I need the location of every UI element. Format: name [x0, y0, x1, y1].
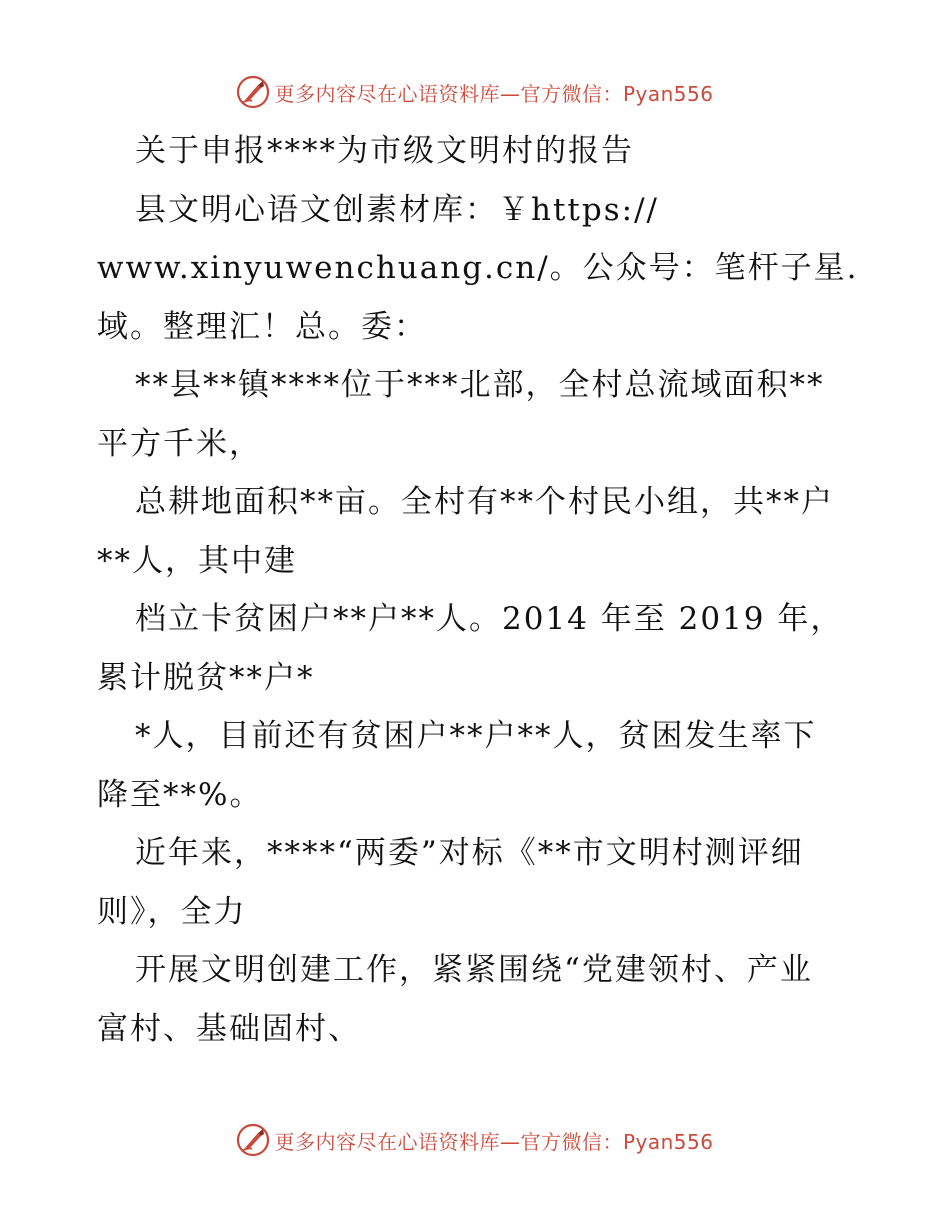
text-line: 累计脱贫**户* — [97, 659, 315, 696]
footer-banner — [0, 1120, 950, 1160]
text-line: 平方千米， — [97, 425, 262, 462]
text-line: *人，目前还有贫困户**户**人，贫困发生率下 — [135, 718, 817, 754]
text-line: 开展文明创建工作，紧紧围绕“党建领村、产业 — [135, 952, 813, 988]
document-body — [97, 122, 857, 1058]
footer-banner-text: 更多内容尽在心语资料库—官方微信：Pyan556 — [274, 1129, 714, 1154]
header-banner — [0, 72, 950, 112]
text-line: 总耕地面积**亩。全村有**个村民小组，共**户 — [135, 484, 834, 520]
header-banner-text: 更多内容尽在心语资料库—官方微信：Pyan556 — [274, 81, 714, 106]
text-line: 县文明心语文创素材库：￥https:// — [135, 191, 659, 228]
text-line: 域。整理汇！总。委： — [97, 308, 427, 345]
text-line: 档立卡贫困户**户**人。2014 年至 2019 年， — [135, 601, 844, 637]
quill-pen-logo-icon — [236, 1123, 270, 1157]
text-line: 近年来，****“两委”对标《**市文明村测评细 — [135, 835, 804, 871]
text-line: **人，其中建 — [97, 542, 297, 579]
text-line: 富村、基础固村、 — [97, 1010, 361, 1047]
text-line: www.xinyuwenchuang.cn/。公众号：笔杆子星. — [97, 250, 859, 286]
text-line: 降至**%。 — [97, 776, 263, 813]
document-title: 关于申报****为市级文明村的报告 — [135, 133, 634, 169]
quill-pen-logo-icon — [236, 75, 270, 109]
text-line: 则》，全力 — [97, 893, 247, 930]
text-line: **县**镇****位于***北部，全村总流域面积** — [135, 367, 825, 403]
